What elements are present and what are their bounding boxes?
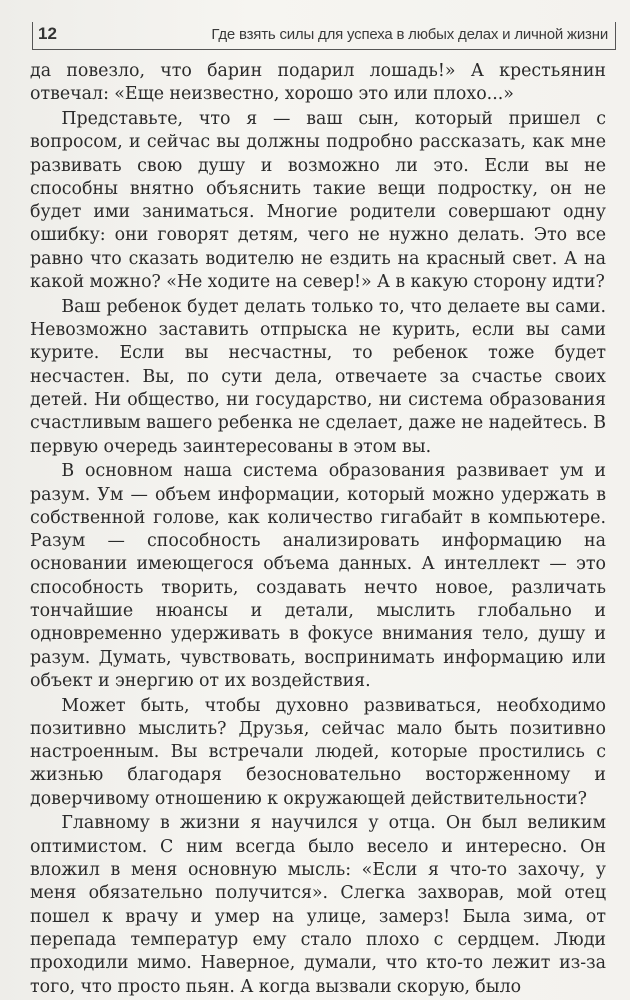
- page-number: 12: [38, 24, 57, 43]
- header-left-tick: [32, 22, 33, 49]
- paragraph: Главному в жизни я научился у отца. Он был великим оптимистом. С ним всегда было весело и интересно. Он вложил в меня основную мысль: «Если я что-то захочу, у меня обязательно получится». Слегка захворав, мой отец пошел к врачу и умер на улице, замерз! Была зима, от перепада температур ему стало плохо с сердцем. Люди проходили мимо. Наверное, думали, что кто-то лежит из-за того, что просто пьян. А когда вызвали скорую, было: [30, 813, 606, 997]
- paragraph: В основном наша система образования развивает ум и разум. Ум — объем информации, который можно удержать в собственной голове, как количество гигабайт в компьютере. Разум — способность анализировать информацию на основании имеющегося объема данных. А интеллект — это способность творить, создавать нечто новое, различать тончайшие нюансы и детали, мыслить глобально и одновременно удерживать в фокусе внимания тело, душу и разум. Думать, чувствовать, воспринимать информацию или объект и энергию от их воздействия.: [30, 461, 606, 691]
- running-title: Где взять силы для успеха в любых делах и личной жизни: [211, 26, 608, 43]
- header-right-tick: [615, 22, 616, 49]
- paragraph: Ваш ребенок будет делать только то, что делаете вы сами. Невозможно заставить отпрыска не курить, если вы сами курите. Если вы несчастны, то ребенок тоже будет несчастен. Вы, по сути дела, отвечаете за счастье своих детей. Ни общество, ни государство, ни система образования счастливым вашего ребенка не сделает, даже не надейтесь. В первую очередь заинтересованы в этом вы.: [30, 296, 606, 457]
- page-header: [32, 22, 616, 50]
- paragraph: Представьте, что я — ваш сын, который пришел с вопросом, и сейчас вы должны подробно рассказать, как мне развивать свою душу и возможно ли это. Если вы не способны внятно объяснить такие вещи подростку, он не будет ими заниматься. Многие родители совершают одну ошибку: они говорят детям, чего не нужно делать. Это все равно что сказать водителю не ездить на красный свет. А на какой можно? «Не ходите на север!» А в какую сторону идти?: [30, 108, 606, 293]
- body-text: [30, 60, 606, 999]
- header-rule: [32, 49, 616, 50]
- paragraph: Может быть, чтобы духовно развиваться, необходимо позитивно мыслить? Друзья, сейчас мало быть позитивно настроенным. Вы встречали людей, которые простились с жизнью благодаря безосновательно восторженному и доверчивому отношению к окружающей действительности?: [30, 695, 606, 809]
- paragraph: да повезло, что барин подарил лошадь!» А крестьянин отвечал: «Еще неизвестно, хорошо это или плохо...»: [30, 61, 606, 105]
